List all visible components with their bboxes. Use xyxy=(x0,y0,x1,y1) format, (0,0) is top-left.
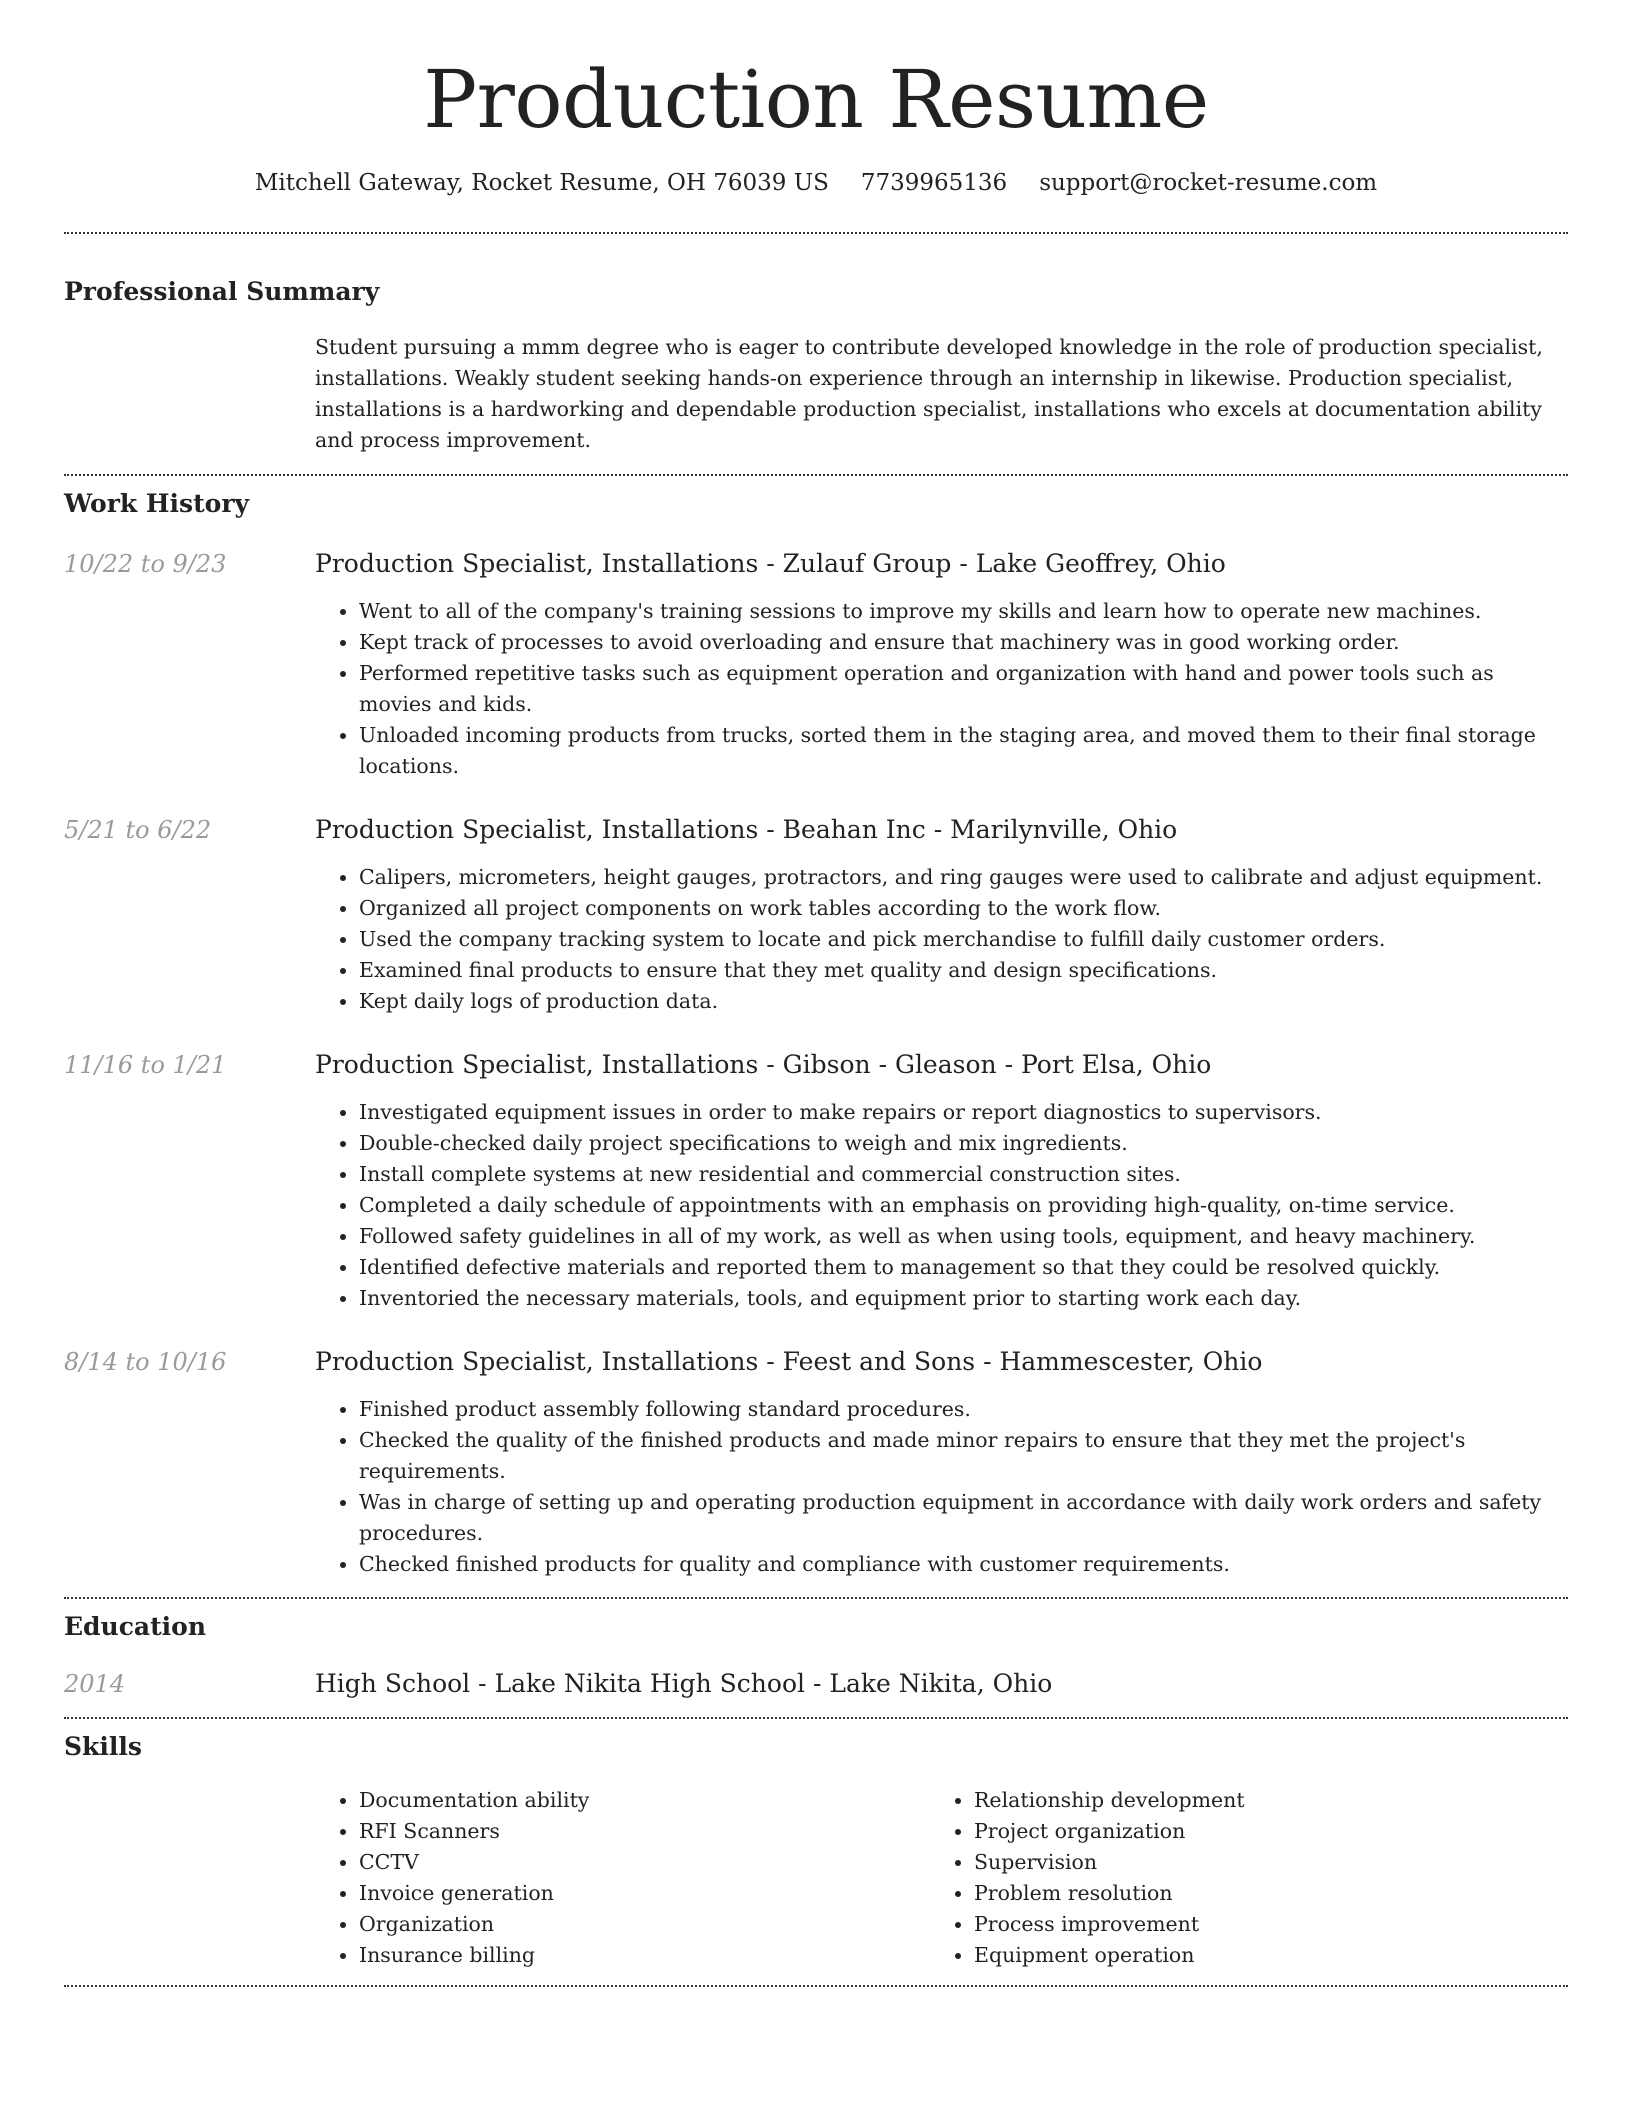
skill-item: • Documentation ability xyxy=(359,1785,930,1816)
resume-title: Production Resume xyxy=(423,53,1209,146)
job-bullet: • Performed repetitive tasks such as equipment operation and organization with hand and power tools such as movies and kids. xyxy=(359,658,1568,720)
skills-column-left xyxy=(315,1785,930,1971)
skill-item: • CCTV xyxy=(359,1847,930,1878)
education-entry xyxy=(64,1668,1568,1700)
skill-item: • Supervision xyxy=(974,1847,1545,1878)
job-bullet: • Kept daily logs of production data. xyxy=(359,986,1568,1017)
job-dates: 8/14 to 10/16 xyxy=(64,1348,227,1376)
job-bullet: • Investigated equipment issues in order to make repairs or report diagnostics to supervisors. xyxy=(359,1097,1568,1128)
divider xyxy=(64,232,1568,234)
work-history-heading: Work History xyxy=(64,489,250,518)
job-bullet: • Followed safety guidelines in all of my work, as well as when using tools, equipment, and heavy machinery. xyxy=(359,1221,1568,1252)
job-bullets xyxy=(315,596,1568,782)
job-body xyxy=(315,814,1568,1017)
job-bullets xyxy=(315,1394,1568,1580)
job-bullet: • Install complete systems at new residential and commercial construction sites. xyxy=(359,1159,1568,1190)
job-dates: 10/22 to 9/23 xyxy=(64,550,227,578)
skills-grid xyxy=(315,1785,1568,1971)
job-bullet: • Was in charge of setting up and operating production equipment in accordance with daily work orders and safety procedures. xyxy=(359,1487,1568,1549)
job-bullet: • Examined final products to ensure that they met quality and design specifications. xyxy=(359,955,1568,986)
summary-heading: Professional Summary xyxy=(64,277,380,306)
skill-item: • Relationship development xyxy=(974,1785,1545,1816)
job-bullet: • Used the company tracking system to locate and pick merchandise to fulfill daily customer orders. xyxy=(359,924,1568,955)
skills-heading: Skills xyxy=(64,1732,142,1761)
job-entry xyxy=(64,1049,1568,1314)
skill-item: • Equipment operation xyxy=(974,1940,1545,1971)
divider xyxy=(64,474,1568,476)
job-body xyxy=(315,1049,1568,1314)
job-bullet: • Completed a daily schedule of appointments with an emphasis on providing high-quality, on-time service. xyxy=(359,1190,1568,1221)
job-body xyxy=(315,548,1568,782)
skill-item: • Project organization xyxy=(974,1816,1545,1847)
job-bullet: • Checked finished products for quality and compliance with customer requirements. xyxy=(359,1549,1568,1580)
job-bullet: • Inventoried the necessary materials, tools, and equipment prior to starting work each day. xyxy=(359,1283,1568,1314)
job-entry xyxy=(64,814,1568,1017)
skills-column-right xyxy=(930,1785,1545,1971)
skill-item: • Invoice generation xyxy=(359,1878,930,1909)
contact-line xyxy=(64,168,1568,198)
job-dates: 5/21 to 6/22 xyxy=(64,816,212,844)
job-entry xyxy=(64,1346,1568,1580)
job-bullet: • Checked the quality of the finished products and made minor repairs to ensure that they met the project's requirements. xyxy=(359,1425,1568,1487)
contact-address: Mitchell Gateway, Rocket Resume, OH 76039 US xyxy=(254,170,829,196)
job-body xyxy=(315,1346,1568,1580)
job-entry xyxy=(64,548,1568,782)
skill-item: • RFI Scanners xyxy=(359,1816,930,1847)
divider xyxy=(64,1597,1568,1599)
job-bullet: • Organized all project components on work tables according to the work flow. xyxy=(359,893,1568,924)
education-heading: Education xyxy=(64,1612,207,1641)
contact-email: support@rocket-resume.com xyxy=(1039,170,1378,196)
education-title: High School - Lake Nikita High School - Lake Nikita, Ohio xyxy=(315,1669,1053,1698)
job-title: Production Specialist, Installations - Zulauf Group - Lake Geoffrey, Ohio xyxy=(315,549,1226,578)
skill-item: • Problem resolution xyxy=(974,1878,1545,1909)
job-bullet: • Finished product assembly following standard procedures. xyxy=(359,1394,1568,1425)
job-bullet: • Calipers, micrometers, height gauges, protractors, and ring gauges were used to calibrate and adjust equipment. xyxy=(359,862,1568,893)
skill-item: • Organization xyxy=(359,1909,930,1940)
job-bullet: • Kept track of processes to avoid overloading and ensure that machinery was in good working order. xyxy=(359,627,1568,658)
divider xyxy=(64,1717,1568,1719)
skill-item: • Process improvement xyxy=(974,1909,1545,1940)
summary-text: Student pursuing a mmm degree who is eager to contribute developed knowledge in the role of production specialist, installations. Weakly student seeking hands-on experience through an internship in likewise. Production specialist, installations is a hardworking and dependable production specialist, installations who excels at documentation ability and process improvement. xyxy=(315,335,1543,452)
skill-item: • Insurance billing xyxy=(359,1940,930,1971)
job-title: Production Specialist, Installations - Gibson - Gleason - Port Elsa, Ohio xyxy=(315,1050,1212,1079)
job-bullet: • Double-checked daily project specifications to weigh and mix ingredients. xyxy=(359,1128,1568,1159)
divider xyxy=(64,1985,1568,1987)
job-bullet: • Went to all of the company's training sessions to improve my skills and learn how to operate new machines. xyxy=(359,596,1568,627)
job-bullets xyxy=(315,862,1568,1017)
job-title: Production Specialist, Installations - Feest and Sons - Hammescester, Ohio xyxy=(315,1347,1263,1376)
job-bullet: • Identified defective materials and reported them to management so that they could be resolved quickly. xyxy=(359,1252,1568,1283)
job-dates: 11/16 to 1/21 xyxy=(64,1051,227,1079)
contact-phone: 7739965136 xyxy=(860,170,1008,196)
education-year: 2014 xyxy=(64,1670,126,1698)
job-bullet: • Unloaded incoming products from trucks, sorted them in the staging area, and moved them to their final storage locations. xyxy=(359,720,1568,782)
job-bullets xyxy=(315,1097,1568,1314)
job-title: Production Specialist, Installations - Beahan Inc - Marilynville, Ohio xyxy=(315,815,1178,844)
